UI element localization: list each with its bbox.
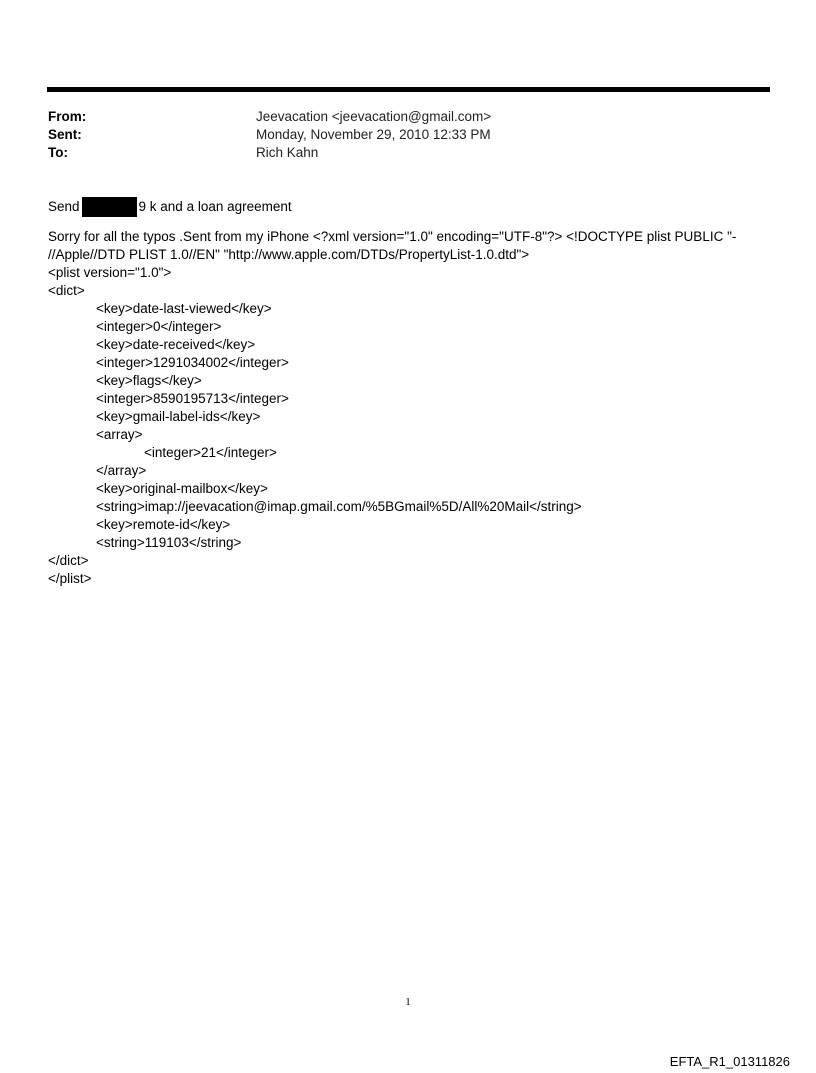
from-row <box>48 108 491 126</box>
email-header <box>48 108 491 162</box>
send-line <box>48 196 778 218</box>
plist-line: <key>flags</key> <box>96 373 202 388</box>
to-value: Rich Kahn <box>256 145 319 160</box>
plist-line: <key>gmail-label-ids</key> <box>96 409 261 424</box>
plist-line: <string>imap://jeevacation@imap.gmail.com/%5BGmail%5D/All%20Mail</string> <box>96 499 582 514</box>
send-suffix: 9 k and a loan agreement <box>138 199 292 214</box>
plist-line: <key>date-last-viewed</key> <box>96 301 272 316</box>
plist-line: <array> <box>96 427 143 442</box>
plist-line: <integer>21</integer> <box>144 445 277 460</box>
plist-line: <plist version="1.0"> <box>48 265 172 280</box>
from-value: Jeevacation <jeevacation@gmail.com> <box>256 109 492 124</box>
plist-line: </array> <box>96 463 147 478</box>
plist-line: <key>remote-id</key> <box>96 517 231 532</box>
from-label: From: <box>48 109 87 124</box>
plist-line: </plist> <box>48 571 92 586</box>
sent-value: Monday, November 29, 2010 12:33 PM <box>256 127 491 142</box>
send-prefix: Send <box>48 199 80 214</box>
document-id: EFTA_R1_01311826 <box>669 1054 790 1069</box>
plist-line: <integer>1291034002</integer> <box>96 355 289 370</box>
sent-label: Sent: <box>48 127 82 142</box>
plist-line: <integer>0</integer> <box>96 319 222 334</box>
page-number: 1 <box>405 996 411 1008</box>
top-divider <box>47 87 770 92</box>
paragraph-line-1: Sorry for all the typos .Sent from my iPhone <?xml version="1.0" encoding="UTF-8"?> <!DOCTYPE plist PUBLIC "- <box>48 229 737 244</box>
plist-line: <key>original-mailbox</key> <box>96 481 268 496</box>
plist-line: <integer>8590195713</integer> <box>96 391 289 406</box>
sent-row <box>48 126 491 144</box>
plist-line: <dict> <box>48 283 85 298</box>
email-body <box>48 196 778 588</box>
to-label: To: <box>48 145 68 160</box>
plist-line: <key>date-received</key> <box>96 337 256 352</box>
redaction-box <box>82 197 137 217</box>
to-row <box>48 144 491 162</box>
plist-line: </dict> <box>48 553 89 568</box>
paragraph-line-2: //Apple//DTD PLIST 1.0//EN" "http://www.apple.com/DTDs/PropertyList-1.0.dtd"> <box>48 247 530 262</box>
plist-line: <string>119103</string> <box>96 535 242 550</box>
